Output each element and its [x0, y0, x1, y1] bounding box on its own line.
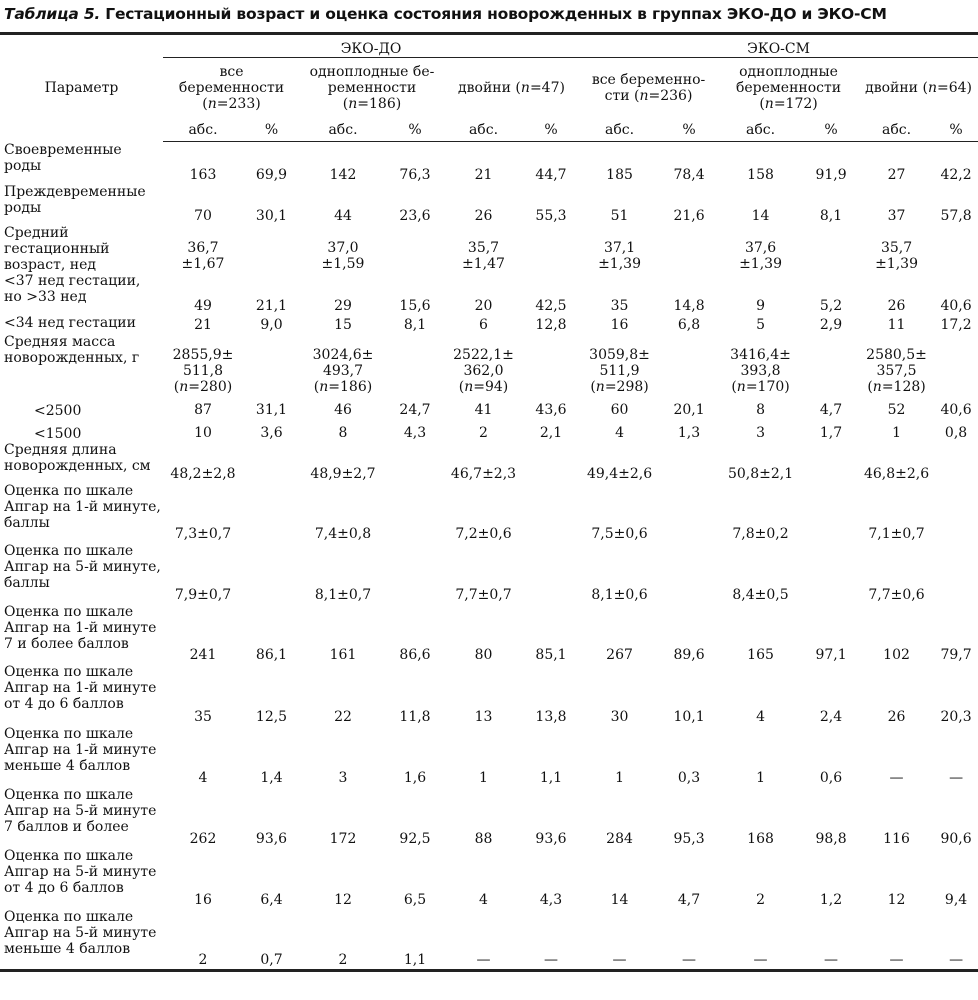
row-label: Оценка по шкале Апгар на 1-й минуте 7 и более баллов	[4, 603, 157, 652]
cell-abs: 2	[479, 424, 488, 441]
header-param: Параметр	[44, 80, 119, 97]
cell-pct: 11,8	[399, 708, 431, 725]
unit-pct: %	[803, 118, 859, 142]
cell-pct: 5,2	[819, 297, 843, 314]
table-row	[0, 273, 978, 315]
cell-abs: 7,4±0,8	[314, 525, 372, 542]
cell-abs: 7,7±0,6	[868, 586, 925, 603]
cell-pct: 1,2	[819, 891, 843, 908]
cell-pct: 0,8	[944, 424, 968, 441]
cell-abs: 267	[606, 646, 633, 663]
data-table	[0, 32, 978, 972]
cell-abs: 14	[610, 891, 629, 908]
cell-pct: 91,9	[815, 166, 847, 183]
cell-abs: 8	[756, 401, 765, 418]
row-label: <2500	[34, 402, 82, 419]
cell-abs: 70	[194, 207, 212, 224]
cell-pct: 1,7	[819, 424, 843, 441]
cell-abs: 21	[194, 316, 212, 333]
cell-abs: 51	[610, 207, 629, 224]
cell-abs: 80	[474, 646, 493, 663]
cell-abs: 52	[887, 401, 906, 418]
cell-abs: 7,7±0,7	[455, 586, 512, 603]
cell-abs: 30	[610, 708, 629, 725]
cell-pct	[660, 543, 718, 604]
cell-abs: 3	[756, 424, 765, 441]
cell-pct: 40,6	[940, 401, 972, 418]
unit-pct: %	[523, 118, 579, 142]
cell-abs: 26	[887, 708, 906, 725]
cell-pct: 1,4	[260, 769, 283, 786]
cell-abs: 87	[194, 401, 212, 418]
cell-abs: 37,0 ±1,59	[321, 239, 365, 272]
cell-abs: 29	[334, 297, 352, 314]
cell-abs: 8,1±0,7	[314, 586, 372, 603]
cell-abs: 2	[198, 952, 208, 968]
table-row	[0, 483, 978, 543]
cell-pct: 89,6	[673, 646, 705, 663]
cell-abs: 12	[887, 891, 906, 908]
table-row	[0, 315, 978, 334]
cell-abs: 46,7±2,3	[450, 465, 517, 482]
cell-abs: 8	[338, 424, 348, 441]
cell-abs: 44	[334, 207, 352, 224]
cell-pct: 21,6	[673, 207, 705, 224]
cell-pct	[523, 442, 579, 483]
unit-abs: абс.	[718, 118, 803, 142]
cell-abs: 27	[887, 166, 906, 183]
cell-pct	[523, 334, 579, 396]
cell-abs: 3059,8± 511,9 (n=298)	[589, 346, 650, 395]
cell-pct: 2,9	[819, 316, 843, 333]
cell-abs: —	[476, 952, 491, 968]
cell-pct: 1,1	[539, 769, 563, 786]
cell-abs: 8,4±0,5	[732, 586, 789, 603]
cell-abs: 7,5±0,6	[591, 525, 648, 542]
cell-pct: 12,5	[255, 708, 288, 725]
cell-pct: 86,6	[399, 646, 431, 663]
cell-abs: 37,6 ±1,39	[739, 239, 782, 272]
cell-abs: 7,9±0,7	[174, 586, 232, 603]
cell-abs: 46	[334, 401, 352, 418]
cell-pct: 90,6	[940, 830, 972, 847]
cell-pct: 10,1	[673, 708, 705, 725]
cell-abs: 116	[883, 830, 910, 847]
cell-abs: 2522,1± 362,0 (n=94)	[453, 346, 514, 395]
cell-pct: 79,7	[940, 646, 972, 663]
cell-pct: 30,1	[255, 207, 288, 224]
cell-pct	[934, 334, 978, 396]
cell-abs: 36,7 ±1,67	[181, 239, 225, 272]
cell-abs: 168	[747, 830, 774, 847]
unit-abs: абс.	[300, 118, 386, 142]
unit-pct: %	[243, 118, 300, 142]
cell-pct: 13,8	[535, 708, 567, 725]
cell-pct: 3,6	[260, 424, 283, 441]
cell-abs: 1	[892, 424, 901, 441]
cell-pct	[243, 225, 300, 273]
cell-abs: 22	[334, 708, 352, 725]
table-row	[0, 442, 978, 483]
cell-abs: 7,2±0,6	[455, 525, 512, 542]
cell-pct: 1,3	[677, 424, 701, 441]
row-label: Средний гестационный возраст, нед	[4, 224, 110, 273]
cell-abs: 7,8±0,2	[732, 525, 789, 542]
row-label: Оценка по шкале Апгар на 5-й минуте, баллы	[4, 542, 161, 591]
cell-abs: 8,1±0,6	[591, 586, 648, 603]
cell-pct: 20,3	[940, 708, 972, 725]
table-row	[0, 909, 978, 971]
cell-pct: 14,8	[673, 297, 705, 314]
cell-pct: 57,8	[940, 207, 972, 224]
cell-abs: 35	[610, 297, 629, 314]
cell-pct	[243, 334, 300, 396]
cell-abs: 7,1±0,7	[868, 525, 925, 542]
table-row	[0, 787, 978, 848]
cell-pct: 92,5	[399, 830, 431, 847]
row-label: Преждевременные роды	[4, 183, 146, 216]
cell-abs: 9	[756, 297, 765, 314]
cell-pct	[934, 483, 978, 543]
cell-pct: 97,1	[815, 646, 847, 663]
cell-pct	[243, 543, 300, 604]
cell-abs: 1	[479, 769, 488, 786]
header-group-do: ЭКО-ДО	[163, 34, 579, 58]
cell-pct: 6,8	[677, 316, 701, 333]
cell-pct: 4,7	[677, 891, 701, 908]
cell-pct	[660, 483, 718, 543]
cell-abs: 49,4±2,6	[586, 465, 653, 482]
unit-pct: %	[660, 118, 718, 142]
unit-abs: абс.	[859, 118, 934, 142]
cell-abs: 49	[194, 297, 212, 314]
cell-pct: 15,6	[399, 297, 431, 314]
cell-pct	[934, 225, 978, 273]
row-label: Оценка по шкале Апгар на 5-й минуте меньше 4 баллов	[4, 908, 157, 957]
cell-abs: —	[889, 769, 904, 786]
cell-pct	[934, 442, 978, 483]
cell-pct: 9,4	[944, 891, 968, 908]
cell-pct: 44,7	[535, 166, 567, 183]
cell-pct: —	[682, 952, 697, 968]
cell-pct: 4,3	[403, 424, 427, 441]
cell-pct	[803, 442, 859, 483]
cell-abs: 5	[756, 316, 765, 333]
cell-pct: 43,6	[535, 401, 567, 418]
cell-abs: 46,8±2,6	[863, 465, 930, 482]
cell-pct: 0,7	[260, 952, 283, 968]
cell-pct: 42,2	[940, 166, 972, 183]
cell-pct: 8,1	[819, 207, 843, 224]
cell-pct	[386, 483, 444, 543]
cell-abs: 2	[338, 952, 348, 968]
cell-pct: 21,1	[255, 297, 288, 314]
row-label: <1500	[34, 425, 82, 442]
row-label: Оценка по шкале Апгар на 5-й минуте от 4 до 6 баллов	[4, 847, 157, 896]
cell-abs: 4	[615, 424, 624, 441]
cell-pct: 86,1	[255, 646, 288, 663]
cell-abs: —	[612, 952, 627, 968]
cell-pct: 1,6	[403, 769, 427, 786]
caption-lead: Таблица 5.	[4, 5, 101, 23]
cell-pct: —	[949, 769, 964, 786]
cell-pct	[803, 334, 859, 396]
row-label: Оценка по шкале Апгар на 1-й минуте меньше 4 баллов	[4, 725, 157, 774]
cell-abs: 16	[610, 316, 629, 333]
cell-pct	[386, 225, 444, 273]
cell-abs: 7,3±0,7	[174, 525, 232, 542]
cell-abs: 3	[338, 769, 348, 786]
cell-pct	[386, 543, 444, 604]
cell-abs: 4	[479, 891, 488, 908]
cell-pct: —	[544, 952, 559, 968]
unit-abs: абс.	[163, 118, 243, 142]
cell-abs: 4	[756, 708, 765, 725]
cell-pct: 20,1	[673, 401, 705, 418]
cell-abs: 48,9±2,7	[310, 465, 376, 482]
cell-abs: 16	[194, 891, 212, 908]
row-label: Оценка по шкале Апгар на 1-й минуте от 4 до 6 баллов	[4, 663, 157, 712]
cell-abs: 161	[329, 646, 357, 663]
cell-abs: 15	[334, 316, 352, 333]
cell-abs: 2580,5± 357,5 (n=128)	[866, 346, 927, 395]
cell-abs: 262	[189, 830, 217, 847]
cell-abs: 41	[474, 401, 493, 418]
subheader-do-all: все беременности (n=233)	[178, 64, 285, 112]
cell-abs: 26	[887, 297, 906, 314]
cell-pct: 55,3	[535, 207, 567, 224]
cell-abs: 37,1 ±1,39	[598, 239, 641, 272]
row-label: Своевременные роды	[4, 141, 122, 174]
caption-text: Гестационный возраст и оценка состояния новорожденных в группах ЭКО-ДО и ЭКО-СМ	[100, 5, 887, 23]
cell-pct	[803, 225, 859, 273]
cell-pct	[660, 334, 718, 396]
cell-abs: 241	[189, 646, 217, 663]
subheader-sm-all: все беременно- сти (n=236)	[591, 72, 706, 104]
cell-abs: 10	[194, 424, 212, 441]
cell-pct	[934, 543, 978, 604]
cell-pct	[386, 442, 444, 483]
cell-abs: 1	[615, 769, 624, 786]
cell-abs: 20	[474, 297, 493, 314]
cell-abs: 35	[194, 708, 212, 725]
cell-pct: 69,9	[255, 166, 288, 183]
unit-abs: абс.	[444, 118, 523, 142]
cell-pct: 98,8	[815, 830, 847, 847]
table-row	[0, 184, 978, 225]
cell-pct: 24,7	[399, 401, 431, 418]
cell-abs: 50,8±2,1	[727, 465, 794, 482]
cell-abs: —	[889, 952, 904, 968]
cell-abs: 102	[883, 646, 910, 663]
unit-pct: %	[386, 118, 444, 142]
row-label: <37 нед гестации, но >33 нед	[4, 272, 141, 305]
cell-pct: 78,4	[673, 166, 705, 183]
cell-pct	[660, 442, 718, 483]
cell-pct: 0,3	[677, 769, 701, 786]
row-label: Средняя масса новорожденных, г	[4, 333, 140, 366]
cell-abs: 88	[474, 830, 493, 847]
cell-pct: 2,1	[539, 424, 563, 441]
cell-abs: 11	[887, 316, 906, 333]
cell-abs: 37	[887, 207, 906, 224]
cell-abs: 284	[606, 830, 633, 847]
cell-pct: 0,6	[819, 769, 843, 786]
table-caption	[4, 5, 974, 23]
subheader-sm-single: одноплодные беременности (n=172)	[735, 64, 842, 112]
cell-pct: 85,1	[535, 646, 567, 663]
subheader-do-twins: двойни (n=47)	[458, 80, 565, 96]
cell-pct	[386, 334, 444, 396]
table-row	[0, 225, 978, 273]
unit-pct: %	[934, 118, 978, 142]
cell-abs: 172	[329, 830, 357, 847]
cell-abs: 142	[329, 166, 357, 183]
cell-pct: 17,2	[940, 316, 972, 333]
cell-abs: 2	[756, 891, 765, 908]
subheader-do-single: одноплодные бе- ременности (n=186)	[309, 64, 435, 112]
cell-pct: 23,6	[399, 207, 431, 224]
cell-pct: 6,5	[403, 891, 427, 908]
table-row	[0, 848, 978, 909]
cell-abs: 3024,6± 493,7 (n=186)	[312, 346, 374, 395]
cell-pct	[803, 543, 859, 604]
table-row	[0, 396, 978, 419]
cell-pct: 6,4	[260, 891, 283, 908]
cell-pct	[243, 442, 300, 483]
table-row	[0, 543, 978, 604]
cell-pct: 2,4	[819, 708, 843, 725]
unit-abs: абс.	[579, 118, 660, 142]
table-row	[0, 726, 978, 787]
table-row	[0, 664, 978, 726]
cell-pct: 1,1	[403, 952, 427, 968]
cell-abs: 6	[479, 316, 488, 333]
cell-abs: 21	[474, 166, 493, 183]
cell-pct: 76,3	[399, 166, 431, 183]
cell-abs: 185	[606, 166, 633, 183]
cell-abs: 26	[474, 207, 493, 224]
cell-pct: 40,6	[940, 297, 972, 314]
cell-abs: 48,2±2,8	[170, 465, 236, 482]
cell-abs: 35,7 ±1,39	[875, 239, 918, 272]
cell-abs: 3416,4± 393,8 (n=170)	[730, 346, 791, 395]
cell-pct	[523, 483, 579, 543]
cell-pct: 4,3	[539, 891, 563, 908]
cell-pct	[523, 543, 579, 604]
row-label: Средняя длина новорожденных, см	[4, 441, 151, 474]
cell-abs: —	[753, 952, 768, 968]
cell-pct: 8,1	[403, 316, 427, 333]
cell-pct: 95,3	[673, 830, 705, 847]
cell-pct	[660, 225, 718, 273]
cell-abs: 158	[747, 166, 774, 183]
cell-pct: 12,8	[535, 316, 567, 333]
row-label: Оценка по шкале Апгар на 1-й минуте, баллы	[4, 482, 161, 531]
cell-pct: 42,5	[535, 297, 567, 314]
table-row	[0, 419, 978, 442]
cell-pct	[803, 483, 859, 543]
cell-abs: 163	[189, 166, 217, 183]
cell-abs: 60	[610, 401, 629, 418]
cell-abs: 13	[474, 708, 493, 725]
header-group-sm: ЭКО-СМ	[579, 34, 978, 58]
cell-abs: 14	[751, 207, 770, 224]
row-label: Оценка по шкале Апгар на 5-й минуте 7 баллов и более	[4, 786, 157, 835]
subheader-sm-twins: двойни (n=64)	[865, 80, 973, 96]
table-row	[0, 604, 978, 664]
cell-pct: 93,6	[255, 830, 288, 847]
table-row	[0, 142, 978, 184]
cell-pct: —	[824, 952, 839, 968]
cell-pct: 4,7	[819, 401, 843, 418]
cell-abs: 165	[747, 646, 774, 663]
cell-pct: 31,1	[255, 401, 288, 418]
cell-pct: 93,6	[535, 830, 567, 847]
cell-abs: 35,7 ±1,47	[462, 239, 505, 272]
table-row	[0, 334, 978, 396]
cell-abs: 2855,9± 511,8 (n=280)	[172, 346, 234, 395]
cell-pct	[523, 225, 579, 273]
cell-pct: 9,0	[260, 316, 283, 333]
cell-abs: 12	[334, 891, 352, 908]
cell-pct: —	[949, 952, 964, 968]
cell-pct	[243, 483, 300, 543]
cell-abs: 1	[756, 769, 765, 786]
row-label: <34 нед гестации	[4, 314, 136, 331]
cell-abs: 4	[198, 769, 208, 786]
